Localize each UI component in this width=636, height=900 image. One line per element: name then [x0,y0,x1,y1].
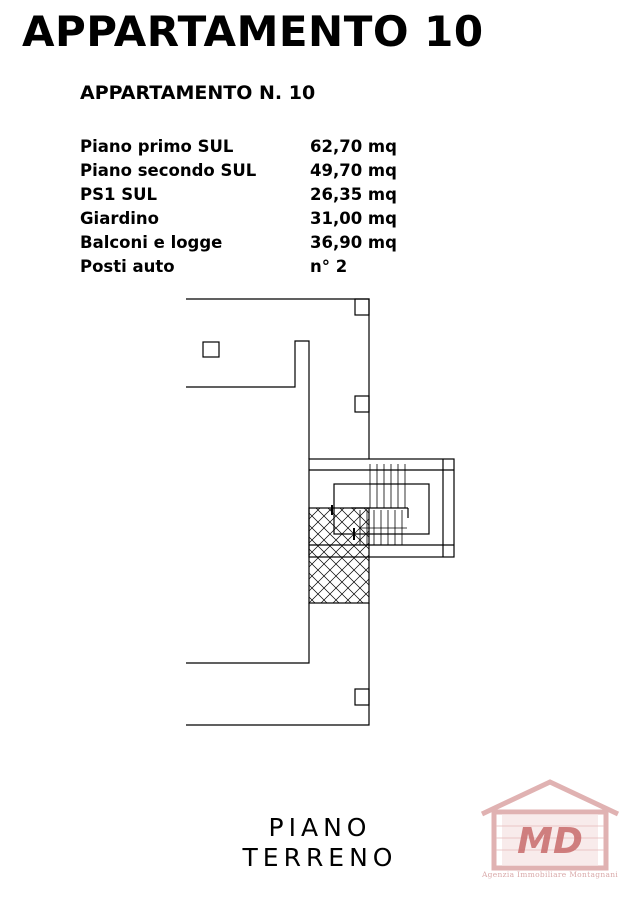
plan-column [355,299,369,315]
spec-value: 26,35 mq [310,184,397,204]
spec-value: 36,90 mq [310,232,397,252]
logo-letters: MD [517,821,583,862]
spec-value: 62,70 mq [310,136,397,156]
plan-column [355,689,369,705]
floor-label-line1: PIANO [268,813,372,842]
logo-tagline: Agenzia Immobiliare Montagnani [481,870,619,879]
spec-label: Piano primo SUL [80,136,234,156]
spec-label: PS1 SUL [80,184,157,204]
floor-label-line2: TERRENO [242,843,398,872]
plan-outer-wall [186,603,369,725]
spec-value: 49,70 mq [310,160,397,180]
spec-value: 31,00 mq [310,208,397,228]
plan-outer-wall [186,299,369,459]
spec-label: Piano secondo SUL [80,160,257,180]
spec-value: n° 2 [310,256,348,276]
plan-shaft [203,342,219,357]
plan-column [355,396,369,412]
plan-room-wall [186,341,309,459]
spec-label: Balconi e logge [80,232,223,252]
page-title: APPARTAMENTO 10 [22,7,484,56]
apartment-subtitle: APPARTAMENTO N. 10 [80,82,316,104]
plan-room-wall [186,603,309,663]
plan-hatched-landing [309,508,369,603]
spec-label: Posti auto [80,256,175,276]
spec-label: Giardino [80,208,160,228]
